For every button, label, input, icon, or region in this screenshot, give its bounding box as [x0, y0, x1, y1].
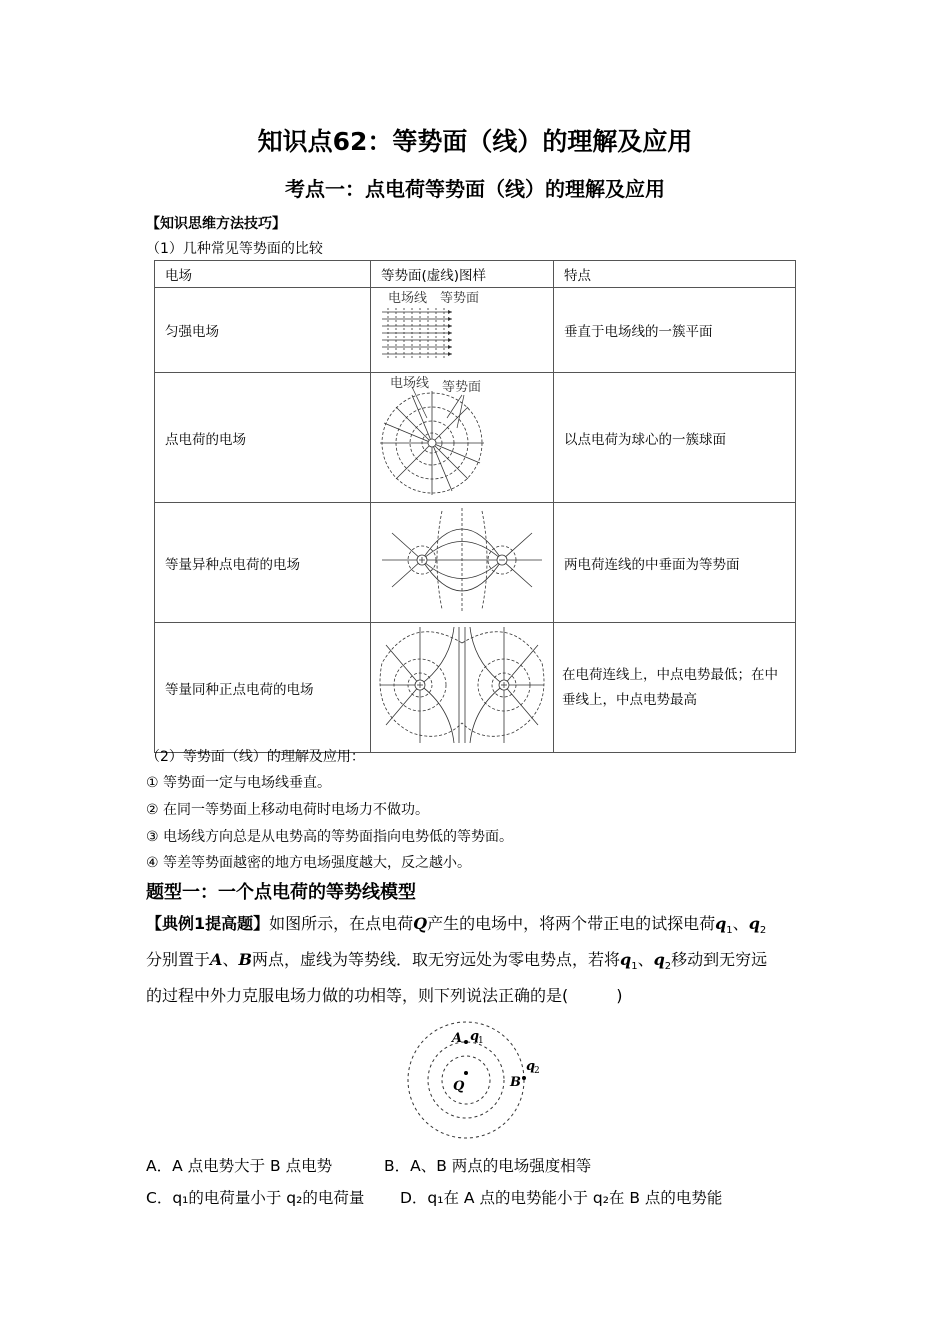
option-C[interactable]: C．q₁的电荷量小于 q₂的电荷量 [146, 1189, 365, 1207]
symbol-q: q [653, 950, 665, 969]
example-text: 如图所示，在点电荷 [269, 914, 414, 933]
like-charges-diagram [372, 623, 552, 748]
subscript: 1 [726, 925, 733, 937]
figure-label: 电场线 [390, 376, 430, 391]
figure-label-A: A [452, 1031, 463, 1046]
table-cell-feature: 垂直于电场线的一簇平面 [554, 288, 796, 373]
figure-label-q2: q [526, 1059, 536, 1074]
symbol-A: A [210, 950, 223, 969]
equipotential-figure [400, 1018, 540, 1143]
option-A[interactable]: A．A 点电势大于 B 点电势 [146, 1157, 333, 1175]
point-item: ③ 电场线方向总是从电势高的等势面指向电势低的等势面。 [146, 829, 513, 845]
example-text: 两点，虚线为等势线．取无穷远处为零电势点，若将 [251, 950, 620, 969]
figure-label: 等势面 [440, 291, 480, 306]
table-cell-feature: 两电荷连线的中垂面为等势面 [554, 503, 796, 623]
figure-label-B: B [510, 1075, 521, 1090]
table-cell-field: 匀强电场 [155, 288, 371, 373]
table-cell-feature: 以点电荷为球心的一簇球面 [554, 373, 796, 503]
subscript: 1 [631, 961, 638, 973]
figure-label: 等势面 [442, 380, 482, 395]
point-item: ① 等势面一定与电场线垂直。 [146, 775, 332, 791]
table-intro: （1）几种常见等势面的比较 [146, 241, 323, 257]
figure-label: 电场线 [388, 291, 428, 306]
table-header-cell: 电场 [155, 261, 371, 288]
table-header-cell: 特点 [554, 261, 796, 288]
table-cell-field: 等量异种点电荷的电场 [155, 503, 371, 623]
example-line-3: 的过程中外力克服电场力做的功相等，则下列说法正确的是( ) [146, 986, 623, 1005]
uniform-field-diagram [372, 288, 552, 368]
example-line-2: 分别置于A、B两点，虚线为等势线．取无穷远处为零电势点，若将$q_1$、$q_2$移动到无穷远 [146, 950, 768, 973]
like-charges-figure [371, 623, 554, 753]
symbol-Q: Q [413, 914, 428, 933]
figure-label-q1: q [470, 1029, 480, 1044]
example-text: 产生的电场中，将两个带正电的试探电荷 [427, 914, 716, 933]
symbol-B: B [238, 950, 252, 969]
page-subtitle: 考点一：点电荷等势面（线）的理解及应用 [285, 177, 665, 201]
option-D[interactable]: D．q₁在 A 点的电势能小于 q₂在 B 点的电势能 [400, 1189, 723, 1207]
table-cell-field: 等量同种正点电荷的电场 [155, 623, 371, 753]
table-header-row [155, 261, 796, 288]
subscript: 2 [759, 925, 767, 937]
example-tag: 【典例1提高题】 [146, 914, 270, 933]
symbol-q: q [620, 950, 632, 969]
points-intro: （2）等势面（线）的理解及应用： [146, 749, 365, 765]
table-row [155, 503, 796, 623]
opposite-charges-figure [371, 503, 554, 623]
table-row [155, 288, 796, 373]
point-charge-figure [371, 373, 554, 503]
table-header-cell: 等势面(虚线)图样 [371, 261, 554, 288]
symbol-q: q [715, 914, 727, 933]
uniform-field-figure [371, 288, 554, 373]
page-title: 知识点62：等势面（线）的理解及应用 [257, 127, 693, 156]
table-cell-field: 点电荷的电场 [155, 373, 371, 503]
symbol-q: q [748, 914, 760, 933]
comparison-table [154, 260, 796, 753]
point-item: ② 在同一等势面上移动电荷时电场力不做功。 [146, 802, 429, 818]
opposite-charges-diagram [372, 503, 552, 618]
figure-label-Q: Q [453, 1079, 465, 1094]
example-text: 移动到无穷远 [671, 950, 768, 969]
section-tag: 【知识思维方法技巧】 [146, 216, 286, 232]
table-cell-feature: 在电荷连线上，中点电势最低；在中垂线上，中点电势最高 [554, 623, 796, 753]
option-B[interactable]: B．A、B 两点的电场强度相等 [384, 1157, 592, 1175]
figure-label-sub1: 1 [478, 1036, 484, 1046]
point-item: ④ 等差等势面越密的地方电场强度越大，反之越小。 [146, 855, 471, 871]
figure-label-sub2: 2 [534, 1066, 540, 1076]
table-row [155, 623, 796, 753]
type-heading: 题型一：一个点电荷的等势线模型 [146, 882, 416, 903]
example-line-1: 【典例1提高题】如图所示，在点电荷Q产生的电场中，将两个带正电的试探电荷$q_1$、$q_2$ [146, 914, 767, 937]
example-text: 分别置于 [146, 950, 211, 969]
point-charge-diagram [372, 373, 552, 498]
table-row [155, 373, 796, 503]
subscript: 2 [664, 961, 672, 973]
